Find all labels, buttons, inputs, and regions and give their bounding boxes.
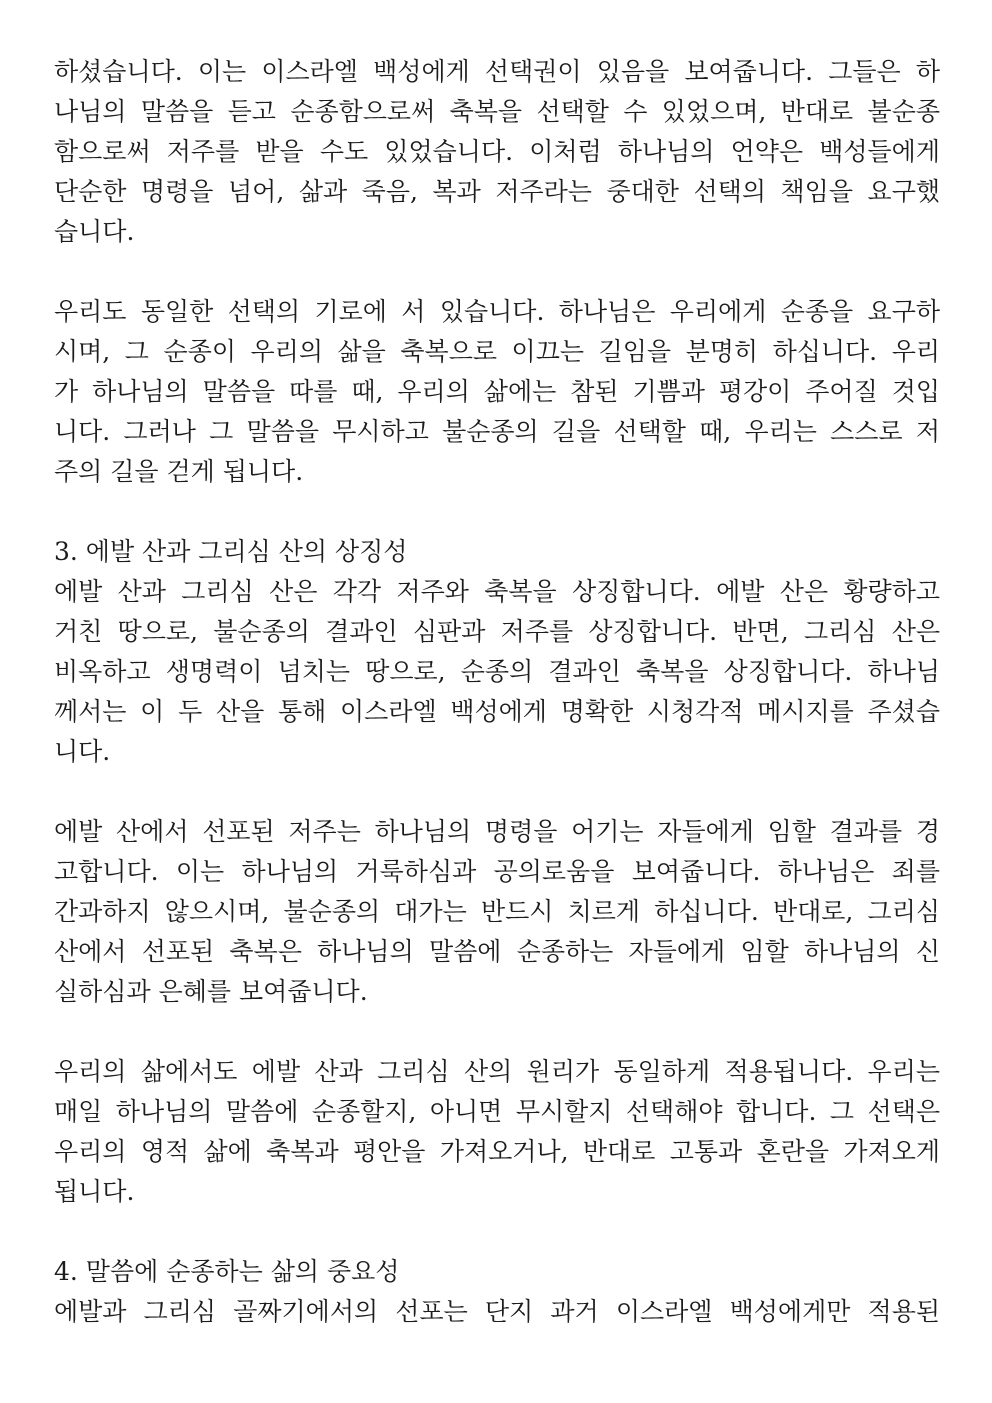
paragraph-line: 실하심과 은혜를 보여줍니다. (54, 977, 368, 1006)
paragraph-line: 거친 땅으로, 불순종의 결과인 심판과 저주를 상징합니다. 반면, 그리심 산은 (54, 617, 940, 646)
paragraph-line: 가 하나님의 말씀을 따를 때, 우리의 삶에는 참된 기쁨과 평강이 주어질 것입 (54, 377, 940, 406)
paragraph-line: 에발 산과 그리심 산은 각각 저주와 축복을 상징합니다. 에발 산은 황량하고 (54, 577, 940, 606)
paragraph-line: 간과하지 않으시며, 불순종의 대가는 반드시 치르게 하십니다. 반대로, 그리심 (54, 897, 940, 926)
paragraph-gap (54, 1012, 940, 1052)
paragraph-line: 비옥하고 생명력이 넘치는 땅으로, 순종의 결과인 축복을 상징합니다. 하나님 (54, 657, 940, 686)
paragraph-gap (54, 492, 940, 532)
paragraph-line: 주의 길을 걷게 됩니다. (54, 457, 304, 486)
paragraph-line: 우리의 삶에서도 에발 산과 그리심 산의 원리가 동일하게 적용됩니다. 우리는 (54, 1057, 940, 1086)
paragraph-line: 산에서 선포된 축복은 하나님의 말씀에 순종하는 자들에게 임할 하나님의 신 (54, 937, 940, 966)
document-page (54, 52, 940, 1332)
paragraph-line: 시며, 그 순종이 우리의 삶을 축복으로 이끄는 길임을 분명히 하십니다. 우리 (54, 337, 940, 366)
paragraph-gap (54, 772, 940, 812)
paragraph-line: 니다. 그러나 그 말씀을 무시하고 불순종의 길을 선택할 때, 우리는 스스로 저 (54, 417, 940, 446)
paragraph-1 (54, 52, 940, 252)
paragraph-line: 매일 하나님의 말씀에 순종할지, 아니면 무시할지 선택해야 합니다. 그 선택은 (54, 1097, 940, 1126)
paragraph-line: 우리도 동일한 선택의 기로에 서 있습니다. 하나님은 우리에게 순종을 요구하 (54, 297, 940, 326)
paragraph-line: 에발 산에서 선포된 저주는 하나님의 명령을 어기는 자들에게 임할 결과를 경 (54, 817, 940, 846)
paragraph-line: 함으로써 저주를 받을 수도 있었습니다. 이처럼 하나님의 언약은 백성들에게 (54, 137, 940, 166)
paragraph-6 (54, 1292, 940, 1332)
paragraph-4 (54, 812, 940, 1012)
section-heading-3: 3. 에발 산과 그리심 산의 상징성 (54, 537, 408, 566)
paragraph-line: 하셨습니다. 이는 이스라엘 백성에게 선택권이 있음을 보여줍니다. 그들은 하 (54, 57, 940, 86)
paragraph-line: 우리의 영적 삶에 축복과 평안을 가져오거나, 반대로 고통과 혼란을 가져오게 (54, 1137, 940, 1166)
paragraph-line: 단순한 명령을 넘어, 삶과 죽음, 복과 저주라는 중대한 선택의 책임을 요구했 (54, 177, 940, 206)
paragraph-3 (54, 572, 940, 772)
paragraph-line: 고합니다. 이는 하나님의 거룩하심과 공의로움을 보여줍니다. 하나님은 죄를 (54, 857, 940, 886)
paragraph-2 (54, 292, 940, 492)
paragraph-line: 나님의 말씀을 듣고 순종함으로써 축복을 선택할 수 있었으며, 반대로 불순종 (54, 97, 940, 126)
section-heading-4: 4. 말씀에 순종하는 삶의 중요성 (54, 1257, 400, 1286)
paragraph-line: 습니다. (54, 217, 135, 246)
paragraph-line: 에발과 그리심 골짜기에서의 선포는 단지 과거 이스라엘 백성에게만 적용된 (54, 1297, 940, 1326)
paragraph-gap (54, 252, 940, 292)
paragraph-5 (54, 1052, 940, 1212)
paragraph-line: 됩니다. (54, 1177, 135, 1206)
paragraph-line: 니다. (54, 737, 111, 766)
paragraph-line: 께서는 이 두 산을 통해 이스라엘 백성에게 명확한 시청각적 메시지를 주셨습 (54, 697, 940, 726)
paragraph-gap (54, 1212, 940, 1252)
